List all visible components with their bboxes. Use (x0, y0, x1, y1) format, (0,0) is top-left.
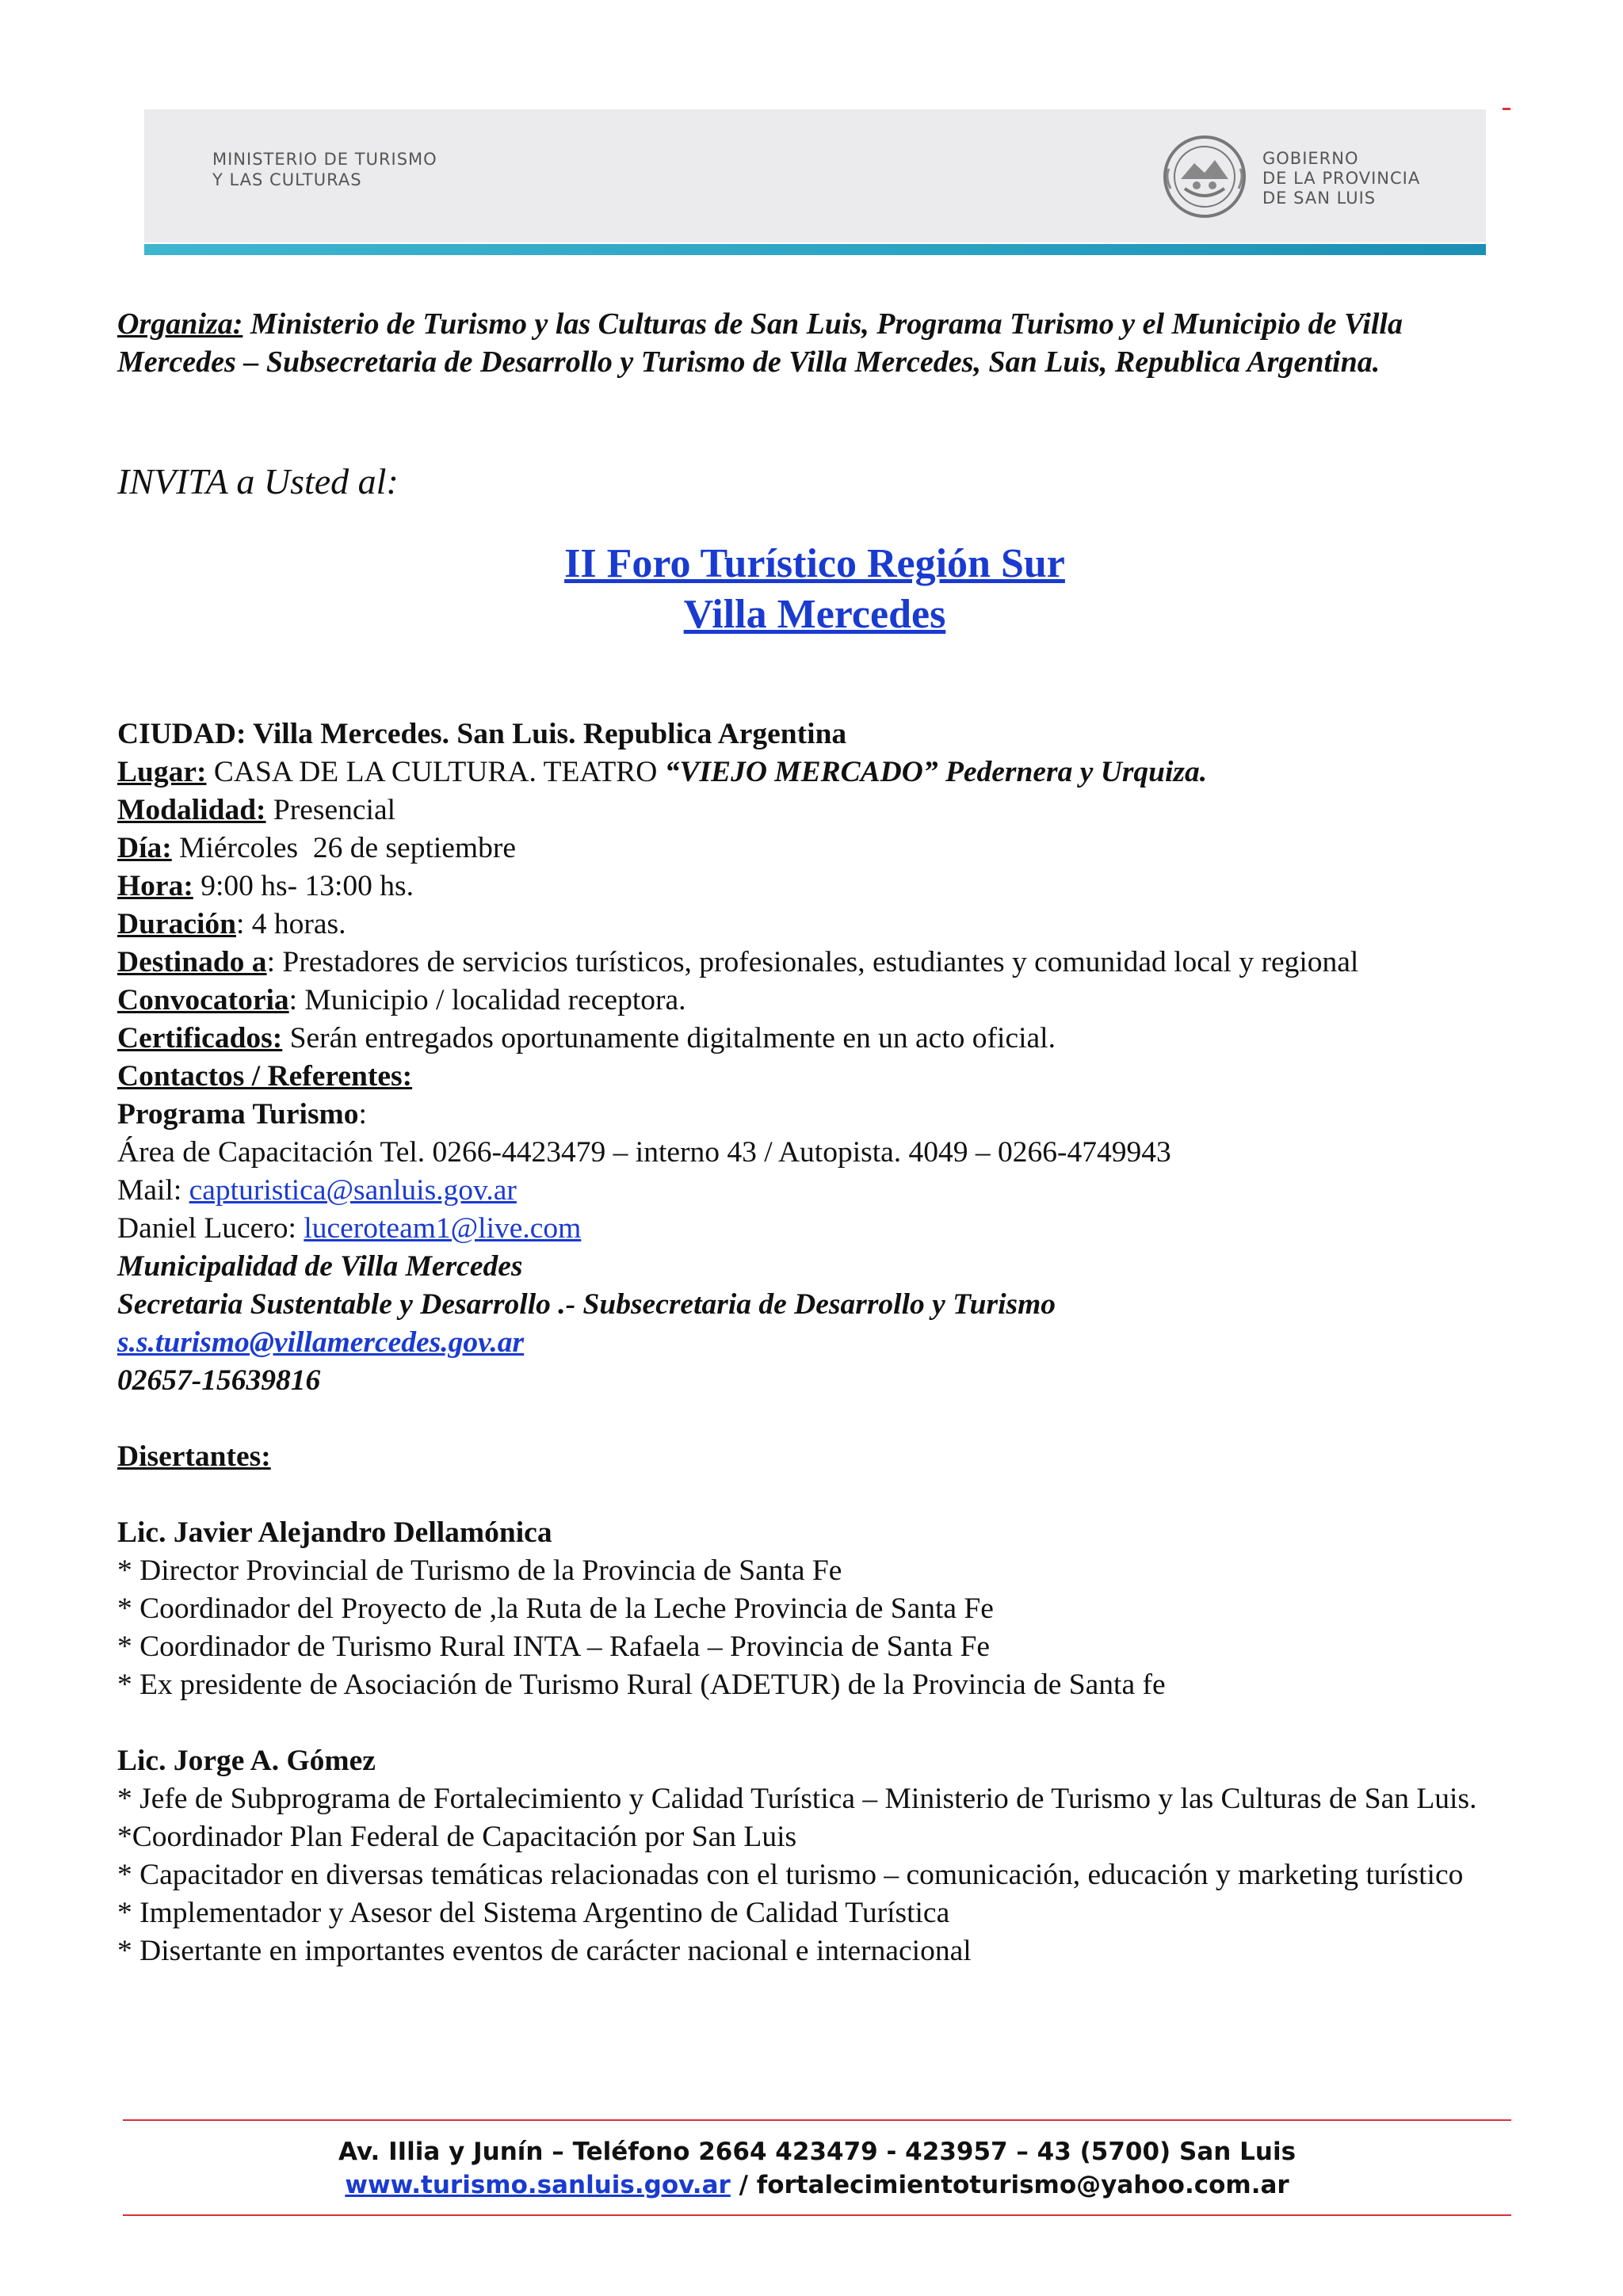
gov-line-2: DE LA PROVINCIA (1262, 169, 1421, 188)
call-value: : Municipio / localidad receptora. (288, 984, 686, 1016)
ministry-logo-text (212, 149, 529, 190)
speakers-heading: Disertantes: (117, 1440, 271, 1473)
province-seal-icon (1161, 133, 1248, 220)
modality-line (117, 791, 1544, 830)
mail-label: Mail: (117, 1174, 189, 1207)
event-title-line-2[interactable]: Villa Mercedes (683, 592, 946, 637)
venue-label: Lugar: (117, 756, 207, 788)
muni-email-line (117, 1324, 1544, 1362)
city-line: CIUDAD: Villa Mercedes. San Luis. Republica Argentina (117, 718, 847, 750)
municipality-line: Municipalidad de Villa Mercedes (117, 1250, 523, 1283)
duration-value: : 4 horas. (236, 908, 346, 940)
event-title[interactable] (117, 539, 1512, 640)
event-title-line-1[interactable]: II Foro Turístico Región Sur (564, 541, 1065, 586)
speaker-item: * Coordinador de Turismo Rural INTA – Rafaela – Provincia de Santa Fe (117, 1630, 990, 1663)
speaker-item: * Implementador y Asesor del Sistema Argentino de Calidad Turística (117, 1897, 950, 1929)
gov-line-3: DE SAN LUIS (1262, 189, 1377, 208)
call-label: Convocatoria (117, 984, 289, 1016)
daniel-label: Daniel Lucero: (117, 1212, 304, 1245)
program-colon: : (358, 1098, 367, 1131)
contacts-heading: Contactos / Referentes: (117, 1060, 413, 1093)
footer-address: Av. IIlia y Junín – Teléfono 2664 423479 - 423957 – 43 (5700) San Luis (338, 2138, 1296, 2166)
program-label: Programa Turismo (117, 1098, 359, 1131)
venue-line (117, 753, 1544, 791)
duration-label: Duración (117, 908, 236, 940)
muni-email-link[interactable]: s.s.turismo@villamercedes.gov.ar (117, 1326, 525, 1359)
spacer (117, 1400, 1544, 1438)
speaker-name: Lic. Javier Alejandro Dellamónica (117, 1516, 552, 1549)
modality-label: Modalidad: (117, 794, 266, 826)
organizer-text: Ministerio de Turismo y las Culturas de San Luis, Programa Turismo y el Municipio de Villa Mercedes – Subsecretaria de Desarrollo y Turismo de Villa Mercedes, San Luis, Republica Argentina. (117, 307, 1403, 379)
certificates-line (117, 1020, 1544, 1058)
day-value: Miércoles 26 de septiembre (171, 832, 516, 864)
gov-line-1: GOBIERNO (1262, 149, 1359, 168)
footer-contact-line (123, 2168, 1511, 2202)
speaker-name: Lic. Jorge A. Gómez (117, 1745, 376, 1777)
footer-bottom-rule (123, 2214, 1511, 2216)
venue-italic: “VIEJO MERCADO” Pedernera y Urquiza. (664, 756, 1208, 788)
event-details (117, 715, 1544, 1970)
secretariat-line: Secretaria Sustentable y Desarrollo .- Subsecretaria de Desarrollo y Turismo (117, 1288, 1056, 1321)
speaker-item: * Disertante en importantes eventos de carácter nacional e internacional (117, 1935, 972, 1967)
spacer (117, 1704, 1544, 1742)
audience-line (117, 944, 1544, 982)
ministry-line-2: Y LAS CULTURAS (212, 170, 362, 189)
speaker-item: * Capacitador en diversas temáticas relacionadas con el turismo – comunicación, educación y marketing turístico (117, 1859, 1464, 1891)
organizer-paragraph (117, 305, 1512, 381)
time-line (117, 868, 1544, 906)
duration-line (117, 906, 1544, 944)
call-line (117, 982, 1544, 1020)
footer-website-link[interactable]: www.turismo.sanluis.gov.ar (345, 2171, 731, 2199)
day-label: Día: (117, 832, 172, 864)
red-mark (1503, 108, 1510, 110)
header-banner (144, 109, 1486, 242)
certificates-value: Serán entregados oportunamente digitalmente en un acto oficial. (282, 1022, 1056, 1055)
training-area-line: Área de Capacitación Tel. 0266-4423479 – interno 43 / Autopista. 4049 – 0266-4749943 (117, 1136, 1171, 1169)
certificates-label: Certificados: (117, 1022, 283, 1055)
muni-phone-line: 02657-15639816 (117, 1364, 321, 1397)
day-line (117, 830, 1544, 868)
footer-top-rule (123, 2119, 1511, 2121)
modality-value: Presencial (265, 794, 396, 826)
audience-value: : Prestadores de servicios turísticos, profesionales, estudiantes y comunidad local y regional (266, 946, 1359, 978)
header-accent-bar (144, 244, 1486, 255)
speaker-item: * Jefe de Subprograma de Fortalecimiento y Calidad Turística – Ministerio de Turismo y las Culturas de San Luis. (117, 1783, 1477, 1815)
mail-line (117, 1172, 1544, 1210)
program-line (117, 1096, 1544, 1134)
audience-label: Destinado a (117, 946, 267, 978)
speaker-item: * Director Provincial de Turismo de la Provincia de Santa Fe (117, 1554, 842, 1587)
government-logo-text (1262, 149, 1445, 208)
organizer-label: Organiza: (117, 307, 243, 341)
venue-value: CASA DE LA CULTURA. TEATRO (206, 756, 665, 788)
daniel-line (117, 1210, 1544, 1248)
speaker-item: * Ex presidente de Asociación de Turismo Rural (ADETUR) de la Provincia de Santa fe (117, 1669, 1166, 1701)
time-label: Hora: (117, 870, 193, 902)
time-value: 9:00 hs- 13:00 hs. (193, 870, 414, 902)
footer-email: / fortalecimientoturismo@yahoo.com.ar (730, 2171, 1289, 2199)
speaker-item: *Coordinador Plan Federal de Capacitación por San Luis (117, 1821, 797, 1853)
invitation-heading: INVITA a Usted al: (117, 461, 399, 502)
speaker-item: * Coordinador del Proyecto de ,la Ruta de la Leche Provincia de Santa Fe (117, 1592, 994, 1625)
spacer (117, 1476, 1544, 1514)
footer (123, 2135, 1511, 2202)
mail-link[interactable]: capturistica@sanluis.gov.ar (189, 1174, 517, 1207)
daniel-email-link[interactable]: luceroteam1@live.com (304, 1212, 582, 1245)
ministry-line-1: MINISTERIO DE TURISMO (212, 150, 437, 169)
